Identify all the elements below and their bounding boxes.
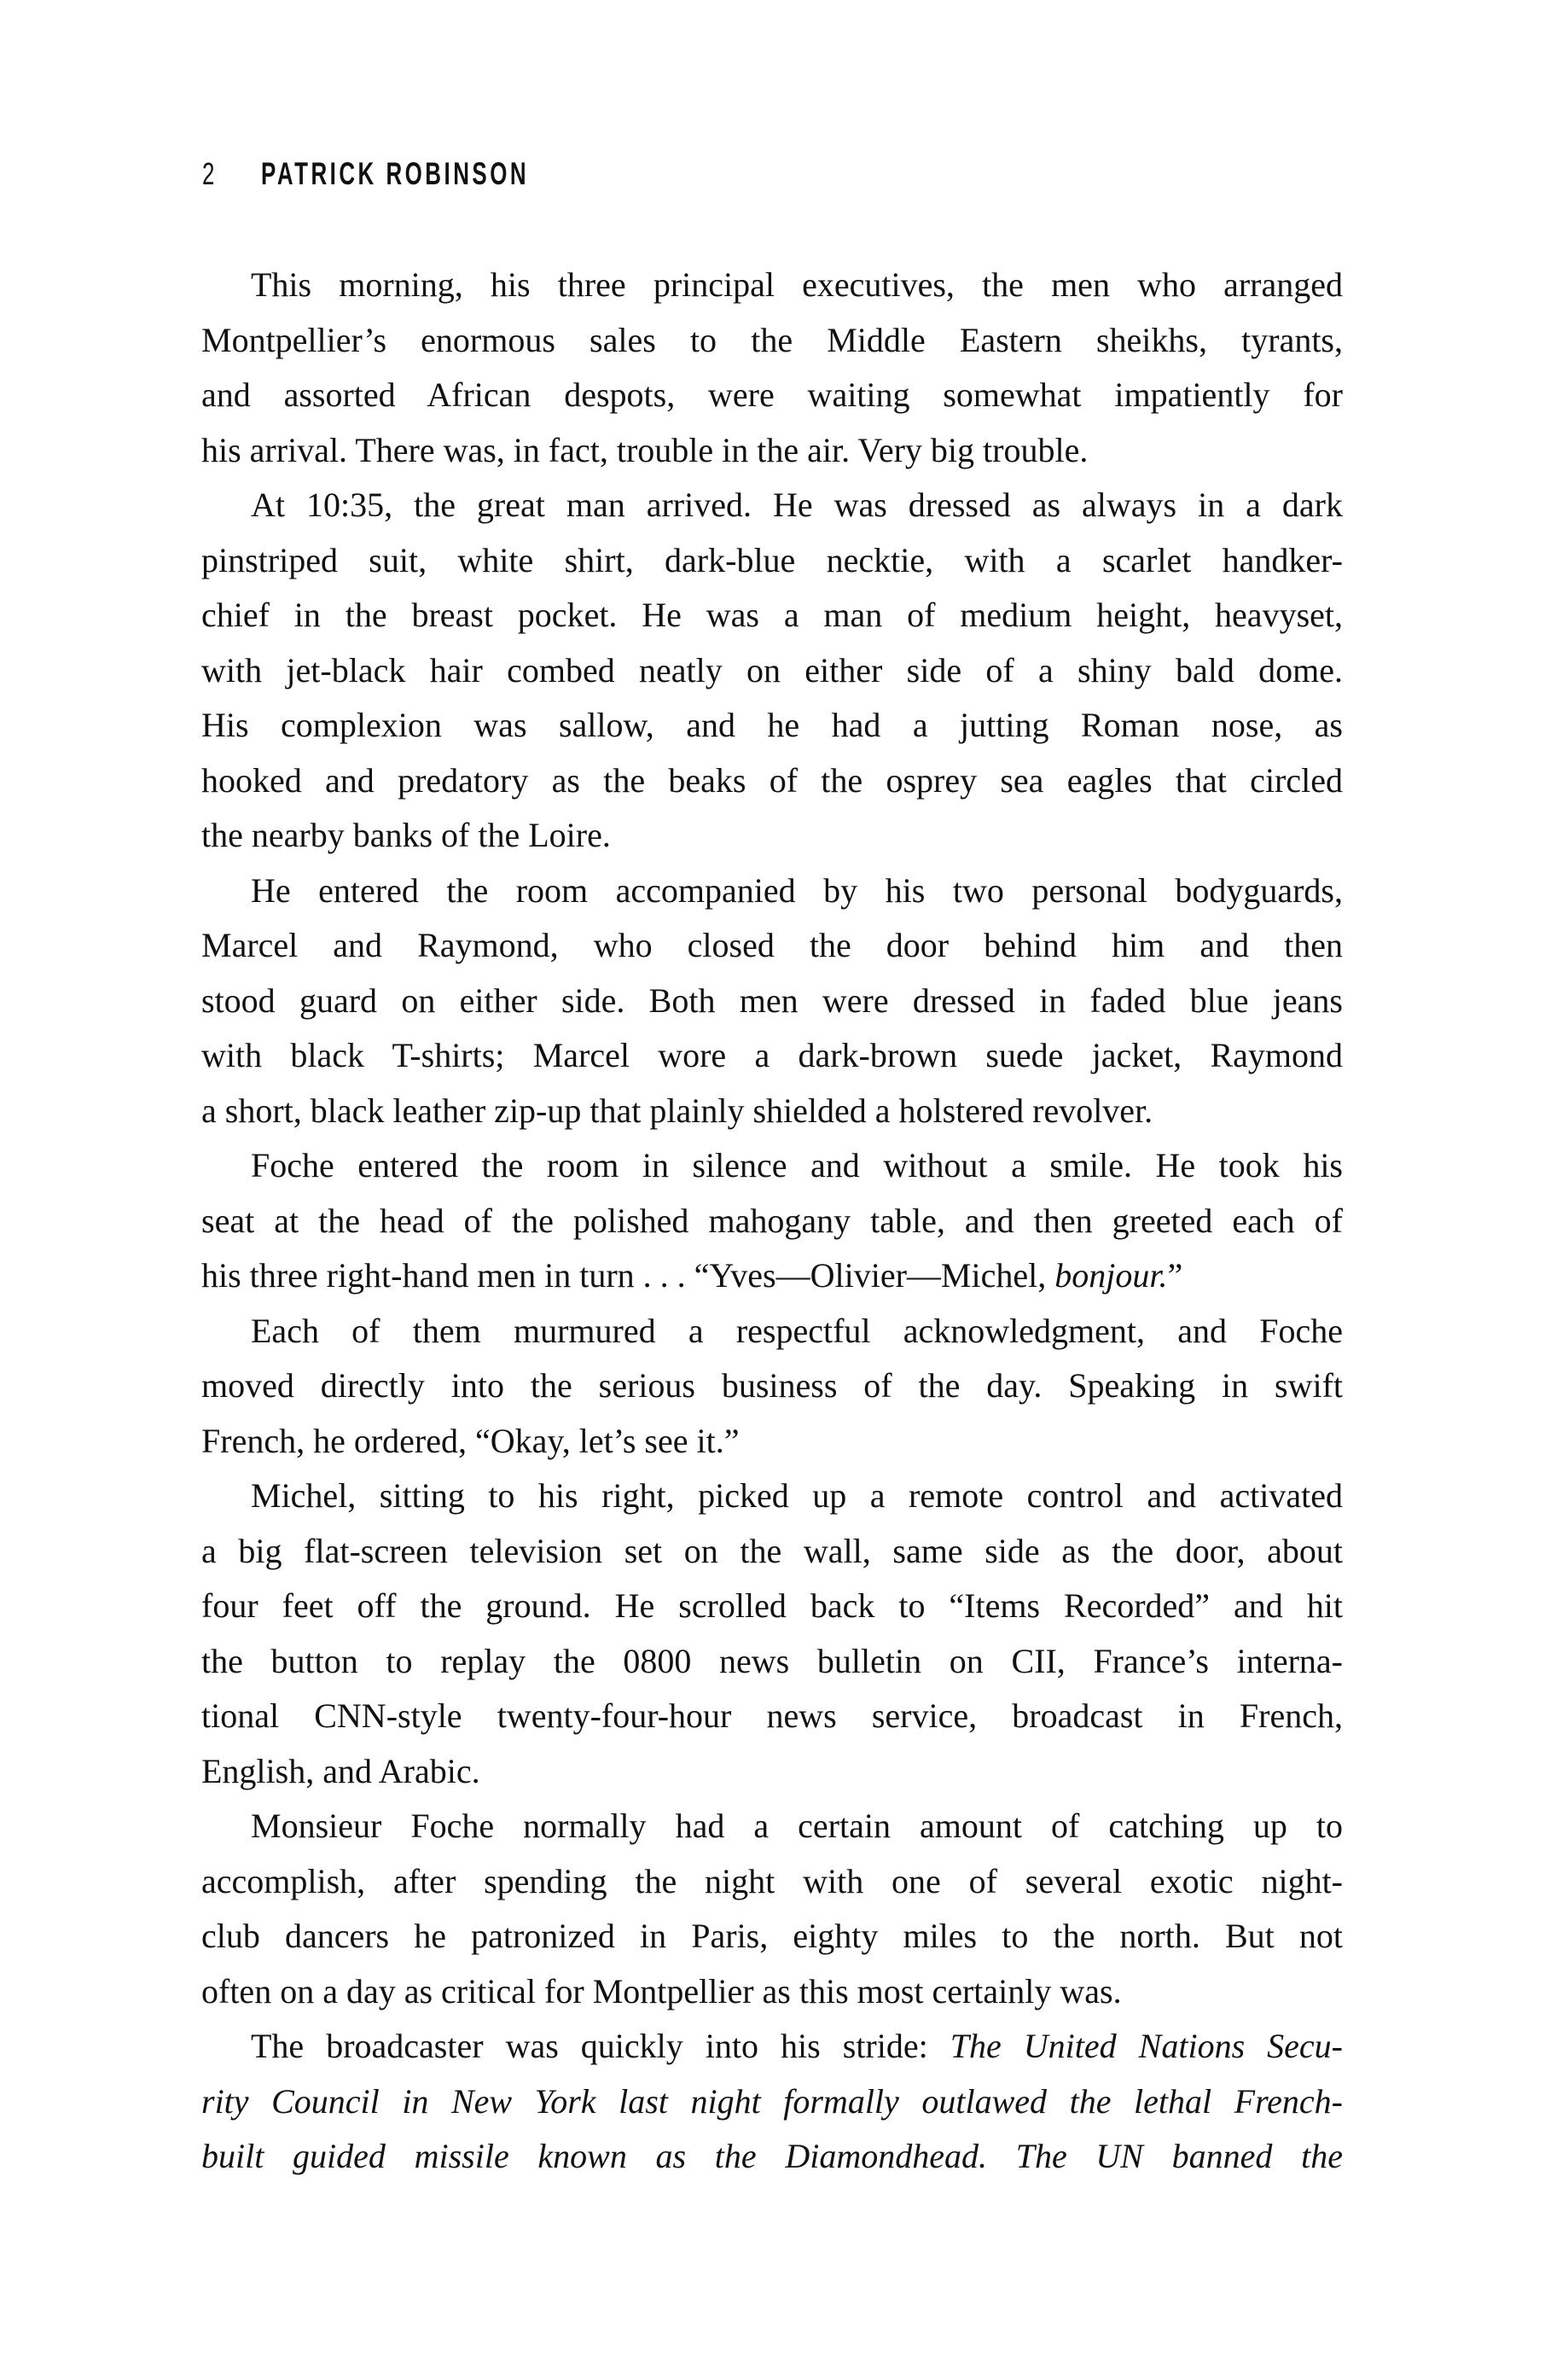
text-segment: This morning, his three principal executives, the men who arranged: [251, 265, 1343, 304]
text-line: [201, 754, 1343, 809]
text-segment: ”: [1167, 1256, 1183, 1295]
text-segment: moved directly into the serious business of the day. Speaking in swift: [201, 1366, 1343, 1405]
text-segment: hooked and predatory as the beaks of the osprey sea eagles that circled: [201, 760, 1343, 800]
text-line: [201, 1194, 1343, 1249]
text-segment: Monsieur Foche normally had a certain amount of catching up to: [251, 1807, 1343, 1845]
text-segment: He entered the room accompanied by his two personal bodyguards,: [251, 870, 1343, 910]
text-line: [201, 1579, 1343, 1634]
paragraph: [201, 1138, 1343, 1304]
text-segment: The broadcaster was quickly into his stride:: [251, 2027, 950, 2065]
paragraph: [201, 258, 1343, 478]
text-line: [201, 808, 1343, 864]
text-segment: Foche entered the room in silence and without a smile. He took his: [251, 1146, 1343, 1184]
text-line: [201, 643, 1343, 699]
text-segment: club dancers he patronized in Paris, eighty miles to the north. But not: [201, 1917, 1343, 1955]
text-line: [201, 1854, 1343, 1910]
text-segment: a big flat-screen television set on the wall, same side as the door, about: [201, 1531, 1343, 1570]
text-line: [201, 2129, 1343, 2185]
text-line: [201, 1634, 1343, 1690]
page-number: 2: [202, 156, 215, 191]
text-segment: often on a day as critical for Montpellier as this most certainly was.: [201, 1971, 1122, 2010]
text-segment: four feet off the ground. He scrolled back to “Items Recorded” and hit: [201, 1586, 1343, 1625]
paragraph: [201, 864, 1343, 1139]
text-line: [201, 698, 1343, 754]
running-head-author: PATRICK ROBINSON: [261, 156, 530, 191]
text-line: [201, 1469, 1343, 1524]
text-segment: the button to replay the 0800 news bulletin on CII, France’s interna-: [201, 1641, 1343, 1680]
text-line: [201, 1248, 1343, 1304]
italic-text: built guided missile known as the Diamondhead. The UN banned the: [201, 2137, 1343, 2175]
text-line: [201, 258, 1343, 313]
text-segment: tional CNN-style twenty-four-hour news service, broadcast in French,: [201, 1696, 1343, 1735]
text-line: [201, 368, 1343, 423]
text-line: [201, 1359, 1343, 1414]
text-line: [201, 533, 1343, 589]
text-line: [201, 313, 1343, 369]
text-segment: English, and Arabic.: [201, 1751, 480, 1790]
text-line: [201, 2074, 1343, 2130]
italic-text: rity Council in New York last night formally outlawed the lethal French-: [201, 2081, 1343, 2121]
italic-text: bonjour.: [1054, 1256, 1168, 1295]
italic-text: The United Nations Secu-: [950, 2027, 1343, 2065]
text-segment: with black T-shirts; Marcel wore a dark-brown suede jacket, Raymond: [201, 1036, 1343, 1074]
text-segment: At 10:35, the great man arrived. He was dressed as always in a dark: [251, 486, 1343, 524]
text-segment: French, he ordered, “Okay, let’s see it.”: [201, 1421, 740, 1460]
text-line: [201, 478, 1343, 533]
text-segment: with jet-black hair combed neatly on either side of a shiny bald dome.: [201, 650, 1343, 690]
text-segment: the nearby banks of the Loire.: [201, 816, 611, 854]
text-line: [201, 1799, 1343, 1854]
text-line: [201, 974, 1343, 1029]
text-line: [201, 1689, 1343, 1744]
body-text: [201, 258, 1343, 2185]
text-line: [201, 1084, 1343, 1139]
text-line: [201, 2019, 1343, 2074]
text-line: [201, 1138, 1343, 1194]
text-line: [201, 864, 1343, 919]
text-line: [201, 1524, 1343, 1580]
text-segment: his three right-hand men in turn . . . “Yves—Olivier—Michel,: [201, 1256, 1055, 1295]
text-line: [201, 588, 1343, 643]
text-segment: Marcel and Raymond, who closed the door behind him and then: [201, 926, 1343, 964]
text-segment: and assorted African despots, were waiting somewhat impatiently for: [201, 375, 1343, 414]
text-line: [201, 1414, 1343, 1469]
text-segment: accomplish, after spending the night with one of several exotic night-: [201, 1861, 1343, 1900]
text-segment: chief in the breast pocket. He was a man of medium height, heavyset,: [201, 596, 1343, 634]
text-line: [201, 1028, 1343, 1084]
paragraph: [201, 1799, 1343, 2019]
text-segment: Each of them murmured a respectful acknowledgment, and Foche: [251, 1311, 1343, 1350]
text-segment: seat at the head of the polished mahogany table, and then greeted each of: [201, 1201, 1343, 1240]
text-line: [201, 1304, 1343, 1359]
text-line: [201, 1744, 1343, 1800]
text-line: [201, 423, 1343, 479]
paragraph: [201, 2019, 1343, 2185]
text-segment: Michel, sitting to his right, picked up a remote control and activated: [251, 1476, 1343, 1515]
paragraph: [201, 1469, 1343, 1799]
text-segment: His complexion was sallow, and he had a jutting Roman nose, as: [201, 706, 1343, 744]
text-segment: stood guard on either side. Both men were dressed in faded blue jeans: [201, 981, 1343, 1020]
paragraph: [201, 478, 1343, 864]
text-segment: Montpellier’s enormous sales to the Middle Eastern sheikhs, tyrants,: [201, 320, 1343, 359]
text-line: [201, 918, 1343, 974]
text-line: [201, 1964, 1343, 2020]
text-line: [201, 1909, 1343, 1964]
text-segment: a short, black leather zip-up that plainly shielded a holstered revolver.: [201, 1091, 1153, 1130]
text-segment: his arrival. There was, in fact, trouble in the air. Very big trouble.: [201, 430, 1089, 469]
text-segment: pinstriped suit, white shirt, dark-blue necktie, with a scarlet handker-: [201, 540, 1343, 579]
paragraph: [201, 1304, 1343, 1469]
